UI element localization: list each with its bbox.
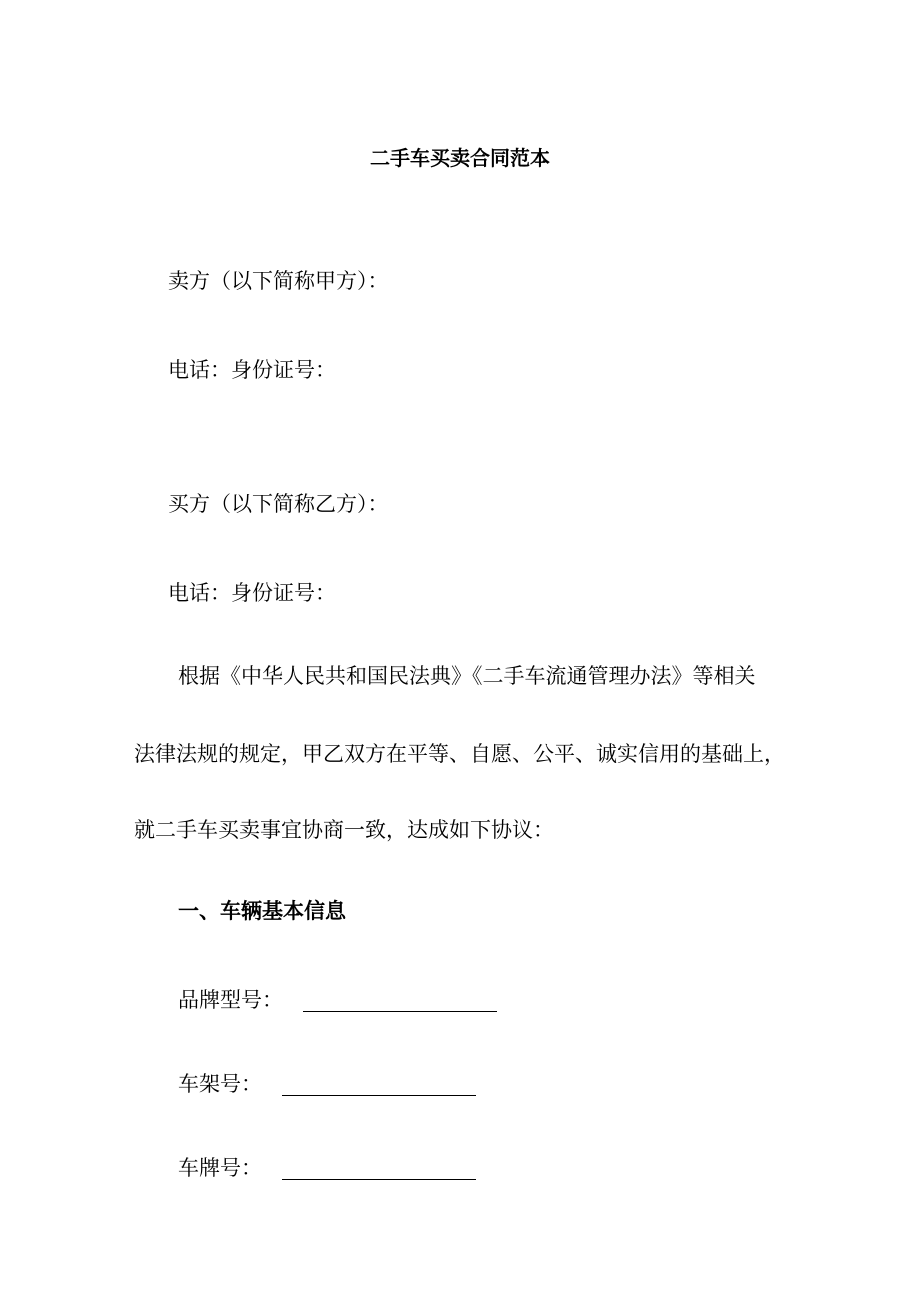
seller-label: 卖方（以下简称甲方）： <box>168 269 389 293</box>
document-title: 二手车买卖合同范本 <box>370 146 550 170</box>
preamble-line-3: 就二手车买卖事宜协商一致，达成如下协议： <box>134 818 554 842</box>
field-vin <box>178 1070 476 1098</box>
preamble-line-1: 根据《中华人民共和国民法典》《二手车流通管理办法》等相关 <box>178 664 756 688</box>
preamble-line-2: 法律法规的规定，甲乙双方在平等、自愿、公平、诚实信用的基础上， <box>134 742 785 766</box>
field-brand-model <box>178 986 497 1014</box>
field-vin-label: 车架号： <box>178 1072 262 1096</box>
field-brand-model-blank[interactable] <box>303 1011 497 1012</box>
field-brand-model-label: 品牌型号： <box>178 988 283 1012</box>
field-plate <box>178 1154 476 1182</box>
section-1-heading: 一、车辆基本信息 <box>178 899 346 923</box>
field-plate-blank[interactable] <box>282 1179 476 1180</box>
buyer-label: 买方（以下简称乙方）： <box>168 492 389 516</box>
field-plate-label: 车牌号： <box>178 1156 262 1180</box>
seller-contact: 电话：身份证号： <box>168 358 336 382</box>
field-vin-blank[interactable] <box>282 1095 476 1096</box>
buyer-contact: 电话：身份证号： <box>168 581 336 605</box>
